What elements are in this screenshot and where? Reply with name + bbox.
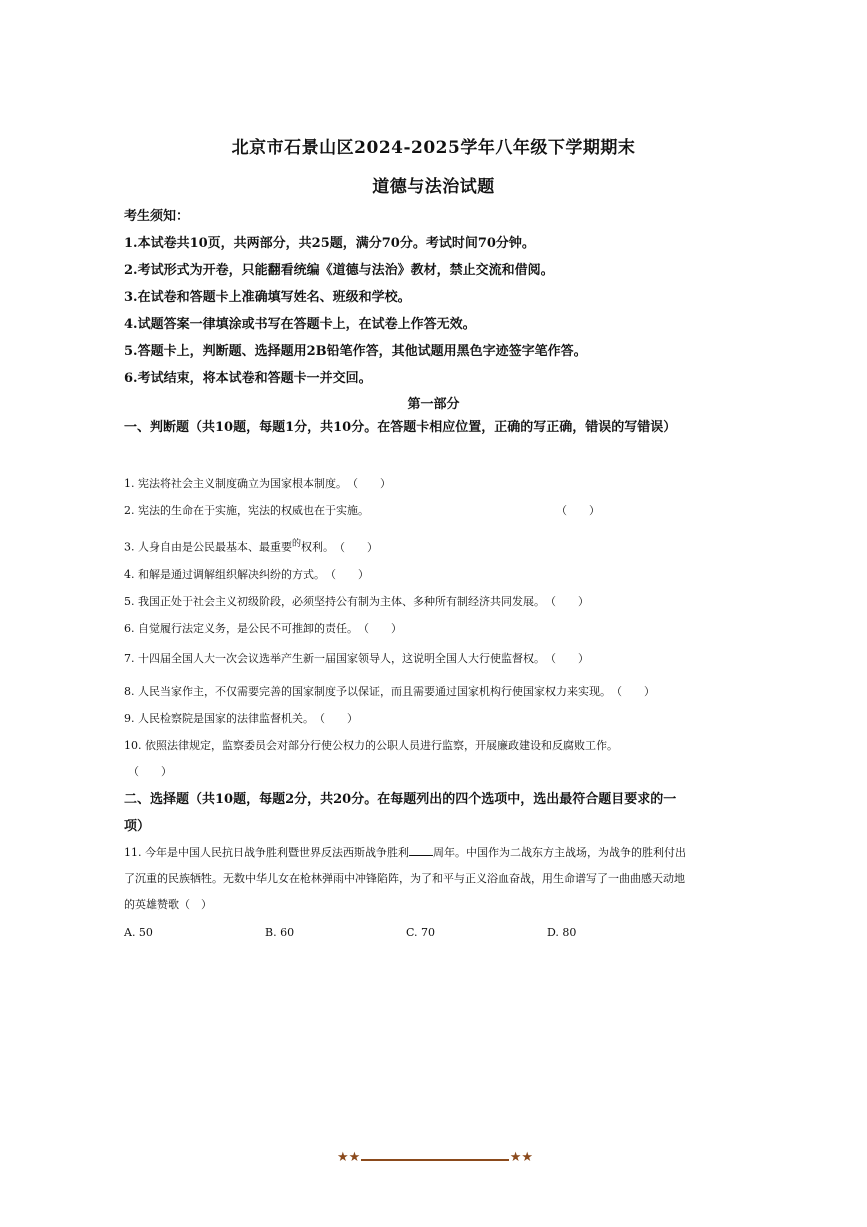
option-b: B. 60 (265, 926, 295, 939)
question-text: 7. 十四届全国人大一次会议选举产生新一届国家领导人，这说明全国人大行使监督权。 (124, 652, 545, 665)
answer-paren: （ ） (611, 685, 655, 698)
question-10 (124, 737, 618, 753)
question-text: 8. 人民当家作主，不仅需要完善的国家制度予以保证，而且需要通过国家机构行使国家权力来实现。 (124, 685, 611, 698)
question-text: 周年。中国作为二战东方主战场，为战争的胜利付出了沉重的民族牺牲。无数中华儿女在枪林弹雨中冲锋陷阵，为了和平与正义浴血奋战，用生命谱写了一曲曲感天动地的英雄赞歌（ ） (124, 846, 686, 911)
question-6 (124, 620, 402, 636)
option-a: A. 50 (124, 926, 153, 939)
question-1 (124, 475, 391, 491)
answer-paren: （ ） (545, 652, 589, 665)
question-text: 3. 人身自由是公民最基本、最重要 (124, 540, 292, 554)
notice-item: 6.考试结束，将本试卷和答题卡一并交回。 (124, 371, 372, 386)
notice-item: 4.试题答案一律填涂或书写在答题卡上，在试卷上作答无效。 (124, 317, 476, 332)
part-title: 第一部分 (407, 397, 460, 412)
section-heading-choice: 二、选择题（共10题，每题2分，共20分。在每题列出的四个选项中，选出最符合题目要求的一项） (124, 792, 677, 834)
answer-paren: （ ） (334, 540, 379, 554)
answer-paren: （ ） (325, 568, 369, 581)
answer-paren: （ ） (347, 477, 391, 490)
question-text: 6. 自觉履行法定义务，是公民不可推卸的责任。 (124, 622, 358, 635)
section-heading-judgment: 一、判断题（共10题，每题1分，共10分。在答题卡相应位置，正确的写正确，错误的写错误） (124, 420, 677, 435)
answer-paren: （ ） (128, 765, 172, 778)
question-text: 10. 依照法律规定，监察委员会对部分行使公权力的公职人员进行监察，开展廉政建设和反腐败工作。 (124, 739, 618, 752)
exam-title: 北京市石景山区2024-2025学年八年级下学期期末 (231, 138, 636, 158)
option-d: D. 80 (547, 926, 577, 939)
question-text-sup: 的 (292, 539, 302, 549)
option-c: C. 70 (406, 926, 436, 939)
question-5 (124, 593, 589, 609)
question-10-paren (128, 763, 172, 779)
question-8 (124, 683, 655, 699)
question-text: 2. 宪法的生命在于实施，宪法的权威也在于实施。 (124, 504, 369, 517)
question-text: 5. 我国正处于社会主义初级阶段，必须坚持公有制为主体、多种所有制经济共同发展。 (124, 595, 545, 608)
star-icon: ★★ (509, 1150, 533, 1165)
question-text: 4. 和解是通过调解组织解决纠纷的方式。 (124, 568, 325, 581)
question-11 (124, 840, 690, 918)
answer-paren: （ ） (314, 712, 358, 725)
question-text: 1. 宪法将社会主义制度确立为国家根本制度。 (124, 477, 347, 490)
question-4 (124, 566, 369, 582)
notice-item: 2.考试形式为开卷，只能翻看统编《道德与法治》教材，禁止交流和借阅。 (124, 263, 554, 278)
question-text: 11. 今年是中国人民抗日战争胜利暨世界反法西斯战争胜利 (124, 846, 409, 859)
answer-paren: （ ） (545, 595, 589, 608)
question-text: 权利。 (301, 540, 335, 554)
notice-item: 5.答题卡上，判断题、选择题用2B铅笔作答，其他试题用黑色字迹签字笔作答。 (124, 344, 587, 359)
notice-item: 1.本试卷共10页，共两部分，共25题，满分70分。考试时间70分钟。 (124, 236, 535, 251)
question-2 (124, 502, 604, 518)
answer-paren: （ ） (358, 622, 402, 635)
footer-divider (361, 1159, 509, 1161)
exam-subject: 道德与法治试题 (372, 177, 495, 197)
question-3 (124, 536, 378, 555)
notice-item: 3.在试卷和答题卡上准确填写姓名、班级和学校。 (124, 290, 411, 305)
fill-blank (409, 843, 433, 856)
question-7 (124, 650, 589, 666)
question-text: 9. 人民检察院是国家的法律监督机关。 (124, 712, 314, 725)
star-icon: ★★ (337, 1150, 361, 1165)
footer-ornament (337, 1152, 533, 1168)
notice-heading: 考生须知： (124, 209, 190, 224)
answer-paren: （ ） (556, 504, 600, 517)
question-9 (124, 710, 358, 726)
